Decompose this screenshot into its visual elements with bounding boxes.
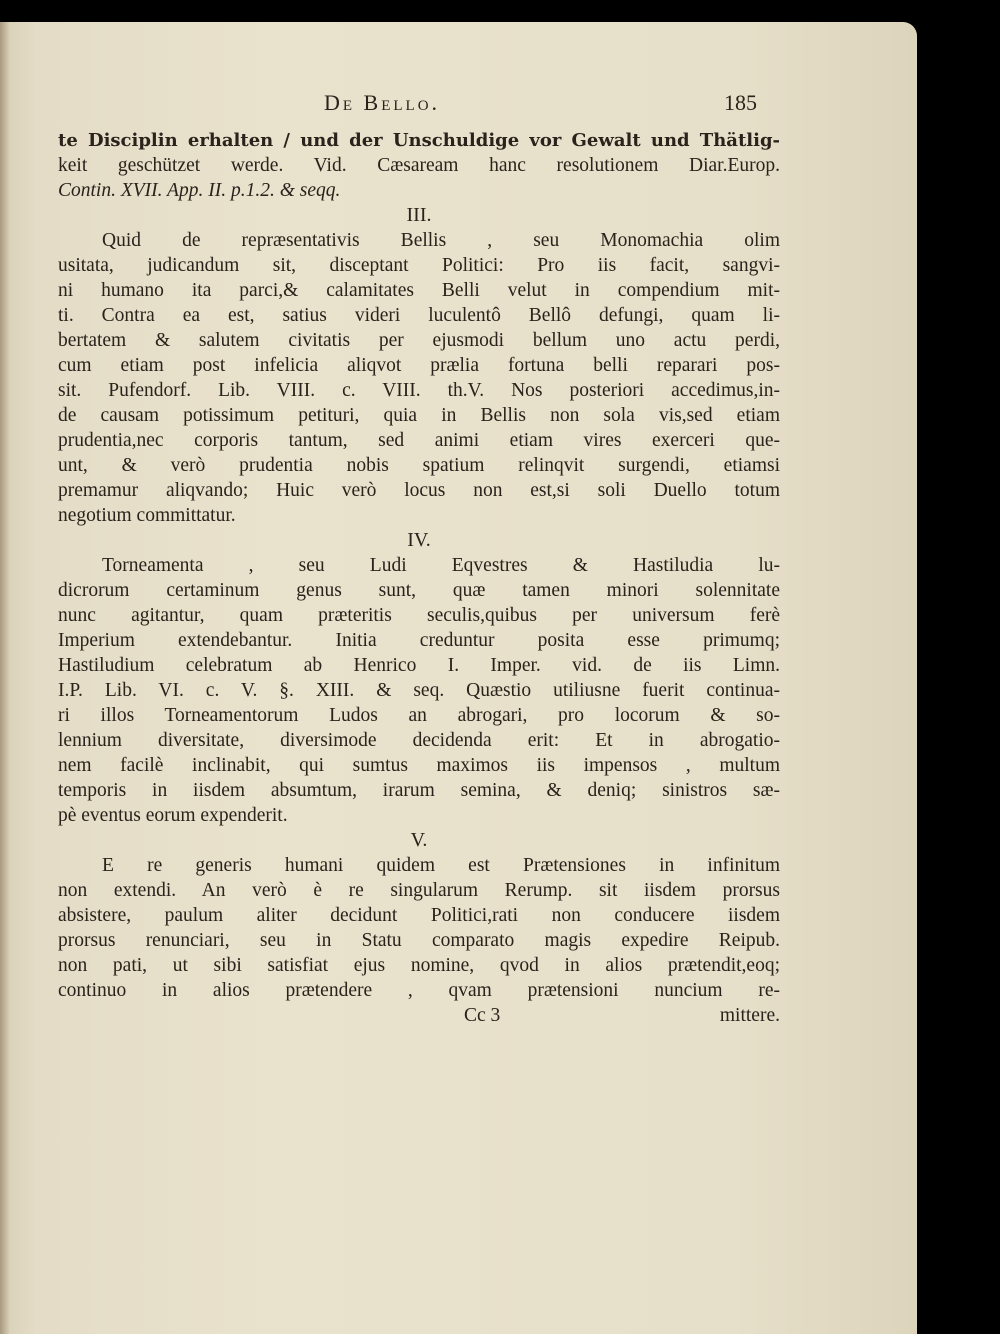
text-line: premamur aliqvando; Huic verò locus non est,si soli Duello totum [58,480,780,501]
signature-mark: Cc 3 [464,1005,501,1026]
page-header [0,90,917,120]
text-line: pè eventus eorum expenderit. [58,805,288,826]
text-line: ti. Contra ea est, satius videri luculentô Bellô defungi, quam li- [58,305,780,326]
text-line: cum etiam post infelicia aliqvot prælia fortuna belli reparari pos- [58,355,780,376]
section-number-iv: IV. [407,529,431,551]
text-line: continuo in alios prætendere , qvam prætensioni nuncium re- [58,980,780,1001]
text-line: prudentia,nec corporis tantum, sed animi etiam vires exerceri que- [58,430,780,451]
book-page [0,22,917,1334]
text-line: negotium committatur. [58,505,236,526]
text-line: I.P. Lib. VI. c. V. §. XIII. & seq. Quæstio utiliusne fuerit continua- [58,680,780,701]
text-line: usitata, judicandum sit, disceptant Politici: Pro iis facit, sangvi- [58,255,780,276]
text-line: non pati, ut sibi satisfiat ejus nomine, qvod in alios prætendit,eoq; [58,955,780,976]
page-number: 185 [724,90,757,115]
text-line: Hastiludium celebratum ab Henrico I. Imper. vid. de iis Limn. [58,655,780,676]
text-line: Torneamenta , seu Ludi Eqvestres & Hastiludia lu- [102,555,780,576]
text-line: lennium diversitate, diversimode decidenda erit: Et in abrogatio- [58,730,780,751]
text-line: unt, & verò prudentia nobis spatium relinqvit surgendi, etiamsi [58,455,780,476]
text-line: ri illos Torneamentorum Ludos an abrogari, pro locorum & so- [58,705,780,726]
running-title: De Bello. [324,90,441,115]
text-line: Contin. XVII. App. II. p.1.2. & seqq. [58,180,341,201]
page-body [58,128,780,1029]
text-line: bertatem & salutem civitatis per ejusmodi bellum uno actu perdi, [58,330,780,351]
text-line: sit. Pufendorf. Lib. VIII. c. VIII. th.V. Nos posteriori accedimus,in- [58,380,780,401]
text-line: te Disciplin erhalten / und der Unschuldige vor Gewalt und Thätlig- [58,130,780,151]
text-line: Quid de repræsentativis Bellis , seu Monomachia olim [102,230,780,251]
section-number-iii: III. [406,204,432,226]
text-line: E re generis humani quidem est Prætensiones in infinitum [102,855,780,876]
catchword: mittere. [719,1005,780,1026]
text-line: Imperium extendebantur. Initia creduntur posita esse primumq; [58,630,780,651]
text-line: ni humano ita parci,& calamitates Belli velut in compendium mit- [58,280,780,301]
text-line: nunc agitantur, quam præteritis seculis,quibus per universum ferè [58,605,780,626]
text-line: absistere, paulum aliter decidunt Politici,rati non conducere iisdem [58,905,780,926]
page-footer [58,1003,780,1029]
text-line: temporis in iisdem absumtum, irarum semina, & deniq; sinistros sæ- [58,780,780,801]
text-line: de causam potissimum petituri, quia in Bellis non sola vis,sed etiam [58,405,780,426]
section-number-v: V. [410,829,428,851]
text-line: nem facilè inclinabit, qui sumtus maximos iis impensos , multum [58,755,780,776]
text-line: dicrorum certaminum genus sunt, quæ tamen minori solennitate [58,580,780,601]
text-line: keit geschützet werde. Vid. Cæsaream hanc resolutionem Diar.Europ. [58,155,780,176]
text-line: prorsus renunciari, seu in Statu comparato magis expedire Reipub. [58,930,780,951]
text-line: non extendi. An verò è re singularum Rerump. sit iisdem prorsus [58,880,780,901]
